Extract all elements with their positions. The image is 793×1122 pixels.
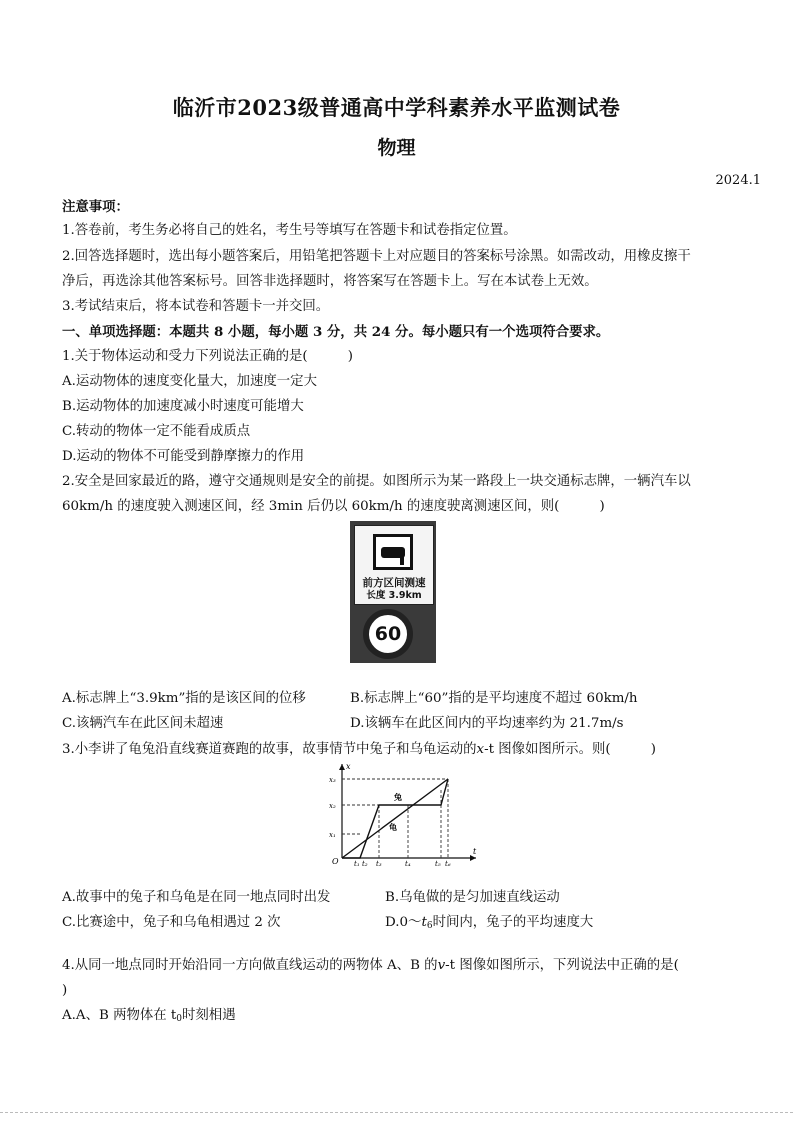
q2-option-b: B.标志牌上“60”指的是平均速度不超过 60km/h — [350, 691, 638, 706]
xt-graph — [328, 760, 480, 866]
q2-stem-line1: 2.安全是回家最近的路，遵守交通规则是安全的前提。如图所示为某一路段上一块交通标志牌，一辆汽车以 — [62, 474, 691, 489]
notice-item: 1.答卷前，考生务必将自己的姓名，考生号等填写在答题卡和试卷指定位置。 — [62, 223, 517, 238]
tick-t3: t₃ — [376, 860, 382, 866]
q4-stem-line2: ) — [62, 983, 68, 998]
notice-heading: 注意事项： — [62, 199, 129, 215]
q1-option-c: C.转动的物体一定不能看成质点 — [62, 424, 251, 439]
q3-option-c: C.比赛途中，兔子和乌龟相遇过 2 次 — [62, 915, 281, 930]
q2-stem-line2: 60km/h 的速度驶入测速区间，经 3min 后仍以 60km/h 的速度驶离测速区间，则( ) — [62, 499, 605, 514]
origin-label: O — [332, 857, 339, 866]
tortoise-label: 龟 — [389, 822, 397, 832]
q3-stem: 3.小李讲了龟兔沿直线赛道赛跑的故事，故事情节中兔子和乌龟运动的x-t 图像如图所示。则( ) — [62, 742, 656, 757]
tick-t2: t₂ — [362, 860, 368, 866]
tick-x3: x₃ — [329, 776, 336, 784]
q2-option-d: D.该辆车在此区间内的平均速率约为 21.7m/s — [350, 716, 624, 731]
q3-option-a: A.故事中的兔子和乌龟是在同一地点同时出发 — [62, 890, 331, 905]
q1-option-a: A.运动物体的速度变化量大，加速度一定大 — [62, 374, 317, 389]
q1-option-b: B.运动物体的加速度减小时速度可能增大 — [62, 399, 304, 414]
camera-icon — [373, 534, 413, 570]
q4-option-a: A.A、B 两物体在 $t_0$时刻相遇 — [62, 1008, 236, 1024]
tortoise-curve — [342, 779, 448, 858]
speed-limit-value: 60 — [374, 623, 402, 645]
speed-limit-icon — [363, 609, 413, 659]
notice-item: 3.考试结束后，将本试卷和答题卡一并交回。 — [62, 299, 330, 314]
tick-t5: t₅ — [435, 860, 441, 866]
q2-option-a: A.标志牌上“3.9km”指的是该区间的位移 — [62, 691, 306, 706]
tick-t4: t₄ — [405, 860, 411, 866]
y-axis-label: x — [346, 762, 351, 771]
tick-x2: x₂ — [329, 802, 336, 810]
q1-option-d: D.运动的物体不可能受到静摩擦力的作用 — [62, 449, 305, 464]
q3-option-d: $D.0\sim t_6$时间内，兔子的平均速度大 — [385, 915, 594, 931]
tick-t6: t₆ — [445, 860, 451, 866]
tick-t1: t₁ — [354, 860, 360, 866]
q1-stem: 1.关于物体运动和受力下列说法正确的是( ) — [62, 349, 354, 364]
traffic-sign-figure — [350, 521, 436, 663]
sign-text-line1: 前方区间测速 — [362, 577, 426, 589]
notice-item: 2.回答选择题时，选出每小题答案后，用铅笔把答题卡上对应题目的答案标号涂黑。如需改动，用橡皮擦干 — [62, 249, 691, 264]
q4-stem: 4.从同一地点同时开始沿同一方向做直线运动的两物体 A、B 的v-t 图像如图所示，下列说法中正确的是( — [62, 958, 679, 973]
exam-date: 2024.1 — [715, 173, 761, 188]
x-axis-label: t — [473, 847, 477, 856]
sign-upper-panel — [354, 525, 434, 605]
section-heading: 一、单项选择题：本题共 8 小题，每小题 3 分，共 24 分。每小题只有一个选项符合要求。 — [62, 324, 610, 340]
sign-text-line2: 长度 3.9km — [366, 590, 422, 601]
q2-option-c: C.该辆汽车在此区间未超速 — [62, 716, 224, 731]
notice-item: 净后，再选涂其他答案标号。回答非选择题时，将答案写在答题卡上。写在本试卷上无效。 — [62, 274, 598, 289]
tick-x1: x₁ — [329, 831, 336, 839]
q3-option-b: B.乌龟做的是匀加速直线运动 — [385, 890, 560, 905]
y-axis-arrow — [339, 764, 345, 770]
rabbit-label: 兔 — [394, 792, 402, 802]
page-divider — [0, 1112, 793, 1113]
exam-title: 临沂市2023级普通高中学科素养水平监测试卷 — [172, 95, 621, 120]
subject-title: 物理 — [377, 137, 416, 159]
